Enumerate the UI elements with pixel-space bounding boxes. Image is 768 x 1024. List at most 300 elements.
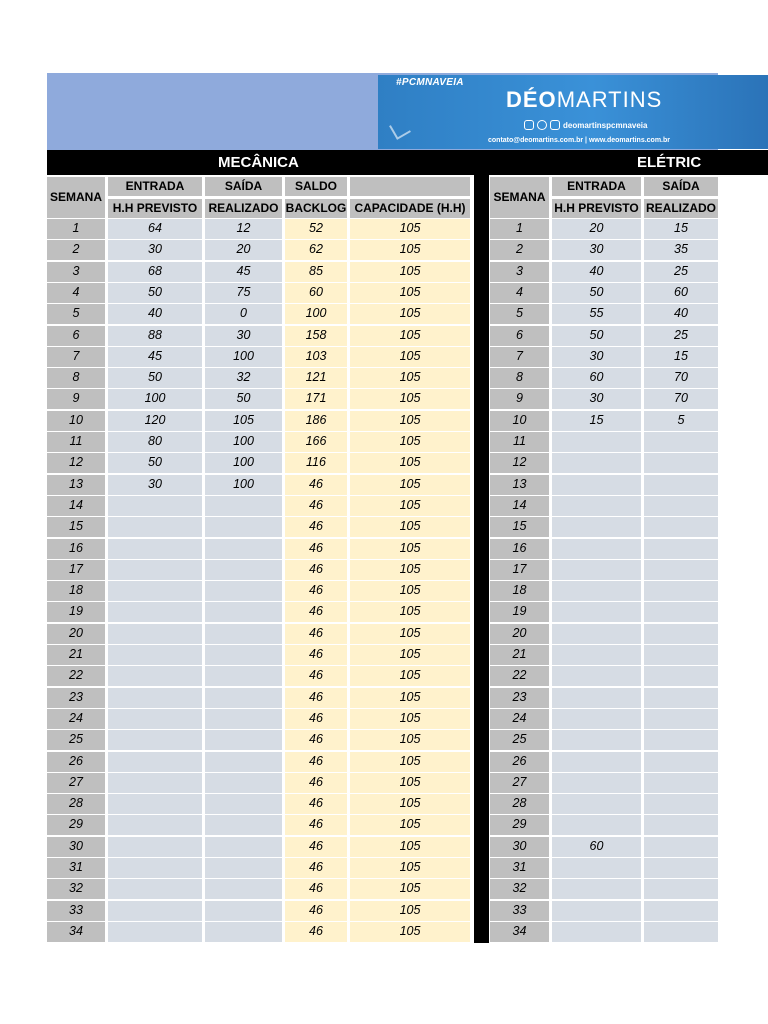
eletrica-cell-entrada xyxy=(552,794,641,814)
eletrica-cell-entrada xyxy=(552,475,641,495)
eletrica-cell-entrada xyxy=(552,645,641,665)
eletrica-cell-saida xyxy=(644,496,718,516)
eletrica-cell-saida: 40 xyxy=(644,304,718,324)
mecanica-cell-entrada xyxy=(108,688,202,708)
eletrica-cell-semana: 9 xyxy=(490,389,549,409)
mecanica-cell-semana: 16 xyxy=(47,539,105,559)
eletrica-cell-saida xyxy=(644,666,718,686)
eletrica-cell-entrada xyxy=(552,752,641,772)
eletrica-cell-saida xyxy=(644,922,718,942)
mecanica-cell-saida xyxy=(205,922,282,942)
eletrica-title-bar xyxy=(474,150,768,175)
mecanica-cell-semana: 29 xyxy=(47,815,105,835)
mecanica-cell-semana: 15 xyxy=(47,517,105,537)
mecanica-cell-semana: 20 xyxy=(47,624,105,644)
eletrica-cell-semana: 12 xyxy=(490,453,549,473)
mecanica-cell-saida xyxy=(205,879,282,899)
eletrica-cell-semana: 27 xyxy=(490,773,549,793)
mecanica-title: MECÂNICA xyxy=(218,154,299,171)
mecanica-cell-entrada xyxy=(108,858,202,878)
eletrica-cell-saida xyxy=(644,581,718,601)
eletrica-cell-saida xyxy=(644,624,718,644)
eletrica-cell-semana: 6 xyxy=(490,326,549,346)
eletrica-cell-saida xyxy=(644,517,718,537)
mecanica-cell-capacidade: 105 xyxy=(350,326,470,346)
eletrica-cell-entrada xyxy=(552,539,641,559)
mecanica-cell-saldo: 52 xyxy=(285,219,347,239)
mecanica-cell-entrada: 50 xyxy=(108,368,202,388)
mecanica-cell-capacidade: 105 xyxy=(350,688,470,708)
mecanica-cell-saida xyxy=(205,901,282,921)
mecanica-cell-semana: 26 xyxy=(47,752,105,772)
mecanica-cell-semana: 25 xyxy=(47,730,105,750)
mecanica-cell-saldo: 46 xyxy=(285,815,347,835)
eletrica-title: ELÉTRIC xyxy=(637,154,702,171)
mecanica-cell-capacidade: 105 xyxy=(350,837,470,857)
eletrica-cell-semana: 2 xyxy=(490,240,549,260)
mecanica-cell-saida xyxy=(205,688,282,708)
mecanica-cell-saldo: 46 xyxy=(285,517,347,537)
mecanica-cell-saida: 32 xyxy=(205,368,282,388)
mecanica-cell-saida: 75 xyxy=(205,283,282,303)
eletrica-cell-semana: 25 xyxy=(490,730,549,750)
mecanica-cell-saida xyxy=(205,858,282,878)
mecanica-cell-saldo: 46 xyxy=(285,901,347,921)
eletrica-cell-semana: 26 xyxy=(490,752,549,772)
mecanica-cell-semana: 22 xyxy=(47,666,105,686)
eletrica-cell-entrada: 15 xyxy=(552,411,641,431)
mecanica-cell-entrada: 64 xyxy=(108,219,202,239)
eletrica-cell-entrada: 30 xyxy=(552,347,641,367)
eletrica-cell-entrada xyxy=(552,901,641,921)
eletrica-cell-semana: 34 xyxy=(490,922,549,942)
eletrica-cell-entrada: 60 xyxy=(552,368,641,388)
eletrica-cell-saida: 60 xyxy=(644,283,718,303)
mecanica-cell-saldo: 158 xyxy=(285,326,347,346)
youtube-icon[interactable] xyxy=(550,120,560,130)
tool-icon xyxy=(389,118,411,140)
mecanica-cell-semana: 10 xyxy=(47,411,105,431)
eletrica-cell-semana: 8 xyxy=(490,368,549,388)
mecanica-cell-saida xyxy=(205,666,282,686)
eletrica-cell-semana: 31 xyxy=(490,858,549,878)
mecanica-cell-semana: 8 xyxy=(47,368,105,388)
mecanica-header-realizado: REALIZADO xyxy=(205,199,282,218)
mecanica-cell-capacidade: 105 xyxy=(350,496,470,516)
mecanica-cell-capacidade: 105 xyxy=(350,240,470,260)
eletrica-cell-entrada: 30 xyxy=(552,389,641,409)
mecanica-cell-saida: 12 xyxy=(205,219,282,239)
eletrica-cell-entrada xyxy=(552,815,641,835)
mecanica-header-capacidade: CAPACIDADE (H.H) xyxy=(350,199,470,218)
eletrica-cell-saida xyxy=(644,858,718,878)
eletrica-cell-entrada xyxy=(552,688,641,708)
mecanica-cell-saldo: 46 xyxy=(285,496,347,516)
eletrica-cell-semana: 7 xyxy=(490,347,549,367)
eletrica-cell-saida xyxy=(644,879,718,899)
eletrica-cell-saida xyxy=(644,453,718,473)
mecanica-cell-saida xyxy=(205,517,282,537)
mecanica-cell-saida xyxy=(205,794,282,814)
mecanica-cell-saldo: 166 xyxy=(285,432,347,452)
mecanica-cell-saldo: 46 xyxy=(285,581,347,601)
mecanica-cell-capacidade: 105 xyxy=(350,901,470,921)
mecanica-cell-saida xyxy=(205,773,282,793)
mecanica-header-hh-previsto: H.H PREVISTO xyxy=(108,199,202,218)
mecanica-cell-entrada: 120 xyxy=(108,411,202,431)
mecanica-cell-saida xyxy=(205,624,282,644)
mecanica-cell-semana: 24 xyxy=(47,709,105,729)
eletrica-cell-semana: 20 xyxy=(490,624,549,644)
mecanica-cell-capacidade: 105 xyxy=(350,304,470,324)
eletrica-cell-saida xyxy=(644,688,718,708)
eletrica-cell-semana: 23 xyxy=(490,688,549,708)
mecanica-cell-saida xyxy=(205,581,282,601)
mecanica-cell-saldo: 85 xyxy=(285,262,347,282)
eletrica-cell-saida xyxy=(644,602,718,622)
mecanica-cell-semana: 31 xyxy=(47,858,105,878)
eletrica-cell-semana: 18 xyxy=(490,581,549,601)
mecanica-cell-saldo: 46 xyxy=(285,709,347,729)
eletrica-cell-semana: 13 xyxy=(490,475,549,495)
mecanica-cell-saida: 20 xyxy=(205,240,282,260)
hashtag-text: #PCMNAVEIA xyxy=(396,77,464,88)
eletrica-cell-semana: 32 xyxy=(490,879,549,899)
eletrica-cell-semana: 14 xyxy=(490,496,549,516)
mecanica-cell-capacidade: 105 xyxy=(350,666,470,686)
eletrica-cell-saida: 15 xyxy=(644,219,718,239)
eletrica-cell-entrada xyxy=(552,496,641,516)
eletrica-cell-saida: 25 xyxy=(644,326,718,346)
mecanica-cell-saldo: 46 xyxy=(285,879,347,899)
mecanica-cell-saldo: 46 xyxy=(285,688,347,708)
mecanica-cell-capacidade: 105 xyxy=(350,645,470,665)
mecanica-cell-entrada xyxy=(108,815,202,835)
eletrica-cell-saida: 15 xyxy=(644,347,718,367)
mecanica-cell-saldo: 62 xyxy=(285,240,347,260)
eletrica-cell-saida xyxy=(644,773,718,793)
mecanica-cell-semana: 7 xyxy=(47,347,105,367)
eletrica-cell-semana: 3 xyxy=(490,262,549,282)
eletrica-cell-semana: 5 xyxy=(490,304,549,324)
mecanica-cell-entrada xyxy=(108,666,202,686)
mecanica-cell-semana: 9 xyxy=(47,389,105,409)
mecanica-cell-semana: 27 xyxy=(47,773,105,793)
eletrica-header-entrada: ENTRADA xyxy=(552,177,641,196)
mecanica-cell-capacidade: 105 xyxy=(350,858,470,878)
mecanica-cell-saida: 100 xyxy=(205,432,282,452)
mecanica-cell-entrada xyxy=(108,560,202,580)
mecanica-cell-saldo: 46 xyxy=(285,837,347,857)
mecanica-header-semana: SEMANA xyxy=(47,177,105,218)
mecanica-cell-semana: 4 xyxy=(47,283,105,303)
mecanica-cell-saldo: 46 xyxy=(285,602,347,622)
mecanica-cell-saldo: 116 xyxy=(285,453,347,473)
mecanica-cell-semana: 23 xyxy=(47,688,105,708)
mecanica-cell-entrada: 88 xyxy=(108,326,202,346)
brand-logo: DÉOMARTINS xyxy=(506,87,663,112)
eletrica-cell-semana: 28 xyxy=(490,794,549,814)
eletrica-cell-saida: 35 xyxy=(644,240,718,260)
mecanica-cell-entrada xyxy=(108,837,202,857)
eletrica-cell-saida xyxy=(644,794,718,814)
eletrica-cell-saida xyxy=(644,837,718,857)
eletrica-cell-semana: 29 xyxy=(490,815,549,835)
eletrica-cell-entrada xyxy=(552,453,641,473)
mecanica-cell-capacidade: 105 xyxy=(350,283,470,303)
mecanica-cell-entrada xyxy=(108,730,202,750)
mecanica-cell-saida: 30 xyxy=(205,326,282,346)
eletrica-header-semana: SEMANA xyxy=(490,177,549,218)
eletrica-cell-saida: 25 xyxy=(644,262,718,282)
eletrica-cell-entrada: 55 xyxy=(552,304,641,324)
mecanica-cell-capacidade: 105 xyxy=(350,219,470,239)
mecanica-cell-saldo: 46 xyxy=(285,752,347,772)
mecanica-cell-semana: 21 xyxy=(47,645,105,665)
mecanica-cell-saida: 100 xyxy=(205,475,282,495)
eletrica-cell-entrada xyxy=(552,581,641,601)
mecanica-cell-capacidade: 105 xyxy=(350,453,470,473)
eletrica-cell-semana: 10 xyxy=(490,411,549,431)
eletrica-cell-saida xyxy=(644,901,718,921)
eletrica-cell-saida xyxy=(644,752,718,772)
eletrica-cell-entrada: 50 xyxy=(552,283,641,303)
mecanica-cell-semana: 1 xyxy=(47,219,105,239)
mecanica-cell-entrada xyxy=(108,581,202,601)
mecanica-cell-capacidade: 105 xyxy=(350,752,470,772)
mecanica-cell-saldo: 46 xyxy=(285,794,347,814)
mecanica-cell-saldo: 46 xyxy=(285,730,347,750)
mecanica-cell-capacidade: 105 xyxy=(350,517,470,537)
mecanica-cell-saida xyxy=(205,539,282,559)
eletrica-cell-semana: 19 xyxy=(490,602,549,622)
eletrica-cell-entrada: 50 xyxy=(552,326,641,346)
mecanica-cell-saida: 100 xyxy=(205,453,282,473)
eletrica-cell-entrada xyxy=(552,858,641,878)
mecanica-cell-saida xyxy=(205,560,282,580)
eletrica-cell-entrada xyxy=(552,709,641,729)
eletrica-cell-semana: 1 xyxy=(490,219,549,239)
eletrica-cell-semana: 24 xyxy=(490,709,549,729)
mecanica-cell-saida: 0 xyxy=(205,304,282,324)
social-links xyxy=(524,120,647,130)
mecanica-cell-semana: 6 xyxy=(47,326,105,346)
eletrica-cell-entrada xyxy=(552,624,641,644)
eletrica-cell-entrada: 20 xyxy=(552,219,641,239)
mecanica-cell-capacidade: 105 xyxy=(350,624,470,644)
mecanica-cell-semana: 17 xyxy=(47,560,105,580)
eletrica-cell-saida xyxy=(644,475,718,495)
mecanica-cell-semana: 13 xyxy=(47,475,105,495)
mecanica-cell-entrada xyxy=(108,539,202,559)
mecanica-cell-semana: 14 xyxy=(47,496,105,516)
eletrica-cell-semana: 4 xyxy=(490,283,549,303)
mecanica-header-capacidade-top xyxy=(350,177,470,196)
eletrica-cell-entrada xyxy=(552,773,641,793)
mecanica-cell-semana: 28 xyxy=(47,794,105,814)
mecanica-cell-semana: 11 xyxy=(47,432,105,452)
eletrica-cell-semana: 16 xyxy=(490,539,549,559)
eletrica-cell-saida xyxy=(644,560,718,580)
mecanica-cell-saida: 100 xyxy=(205,347,282,367)
eletrica-cell-entrada: 60 xyxy=(552,837,641,857)
eletrica-cell-semana: 22 xyxy=(490,666,549,686)
mecanica-cell-saldo: 60 xyxy=(285,283,347,303)
eletrica-cell-entrada xyxy=(552,560,641,580)
eletrica-cell-entrada xyxy=(552,432,641,452)
mecanica-cell-saldo: 121 xyxy=(285,368,347,388)
mecanica-cell-saldo: 46 xyxy=(285,475,347,495)
mecanica-cell-semana: 30 xyxy=(47,837,105,857)
mecanica-cell-entrada: 30 xyxy=(108,240,202,260)
mecanica-cell-capacidade: 105 xyxy=(350,368,470,388)
eletrica-cell-saida xyxy=(644,730,718,750)
eletrica-cell-entrada xyxy=(552,602,641,622)
contact-line: contato@deomartins.com.br | www.deomartins.com.br xyxy=(488,137,670,144)
mecanica-cell-capacidade: 105 xyxy=(350,730,470,750)
mecanica-cell-capacidade: 105 xyxy=(350,581,470,601)
mecanica-cell-capacidade: 105 xyxy=(350,389,470,409)
mecanica-cell-entrada: 30 xyxy=(108,475,202,495)
eletrica-cell-saida: 5 xyxy=(644,411,718,431)
mecanica-cell-semana: 19 xyxy=(47,602,105,622)
mecanica-cell-saldo: 46 xyxy=(285,666,347,686)
mecanica-cell-entrada: 100 xyxy=(108,389,202,409)
eletrica-cell-saida xyxy=(644,815,718,835)
mecanica-cell-semana: 3 xyxy=(47,262,105,282)
mecanica-cell-semana: 18 xyxy=(47,581,105,601)
eletrica-cell-entrada xyxy=(552,922,641,942)
mecanica-cell-saida: 50 xyxy=(205,389,282,409)
mecanica-cell-capacidade: 105 xyxy=(350,773,470,793)
mecanica-cell-saida xyxy=(205,645,282,665)
mecanica-cell-semana: 2 xyxy=(47,240,105,260)
mecanica-cell-saida xyxy=(205,752,282,772)
mecanica-cell-entrada: 50 xyxy=(108,453,202,473)
mecanica-cell-entrada xyxy=(108,645,202,665)
mecanica-cell-saldo: 46 xyxy=(285,858,347,878)
mecanica-cell-saldo: 46 xyxy=(285,922,347,942)
mecanica-cell-saldo: 100 xyxy=(285,304,347,324)
mecanica-cell-capacidade: 105 xyxy=(350,815,470,835)
mecanica-cell-saldo: 46 xyxy=(285,560,347,580)
eletrica-cell-saida xyxy=(644,432,718,452)
mecanica-cell-entrada xyxy=(108,602,202,622)
mecanica-cell-capacidade: 105 xyxy=(350,432,470,452)
eletrica-cell-saida xyxy=(644,645,718,665)
mecanica-cell-saida: 45 xyxy=(205,262,282,282)
mecanica-cell-saida xyxy=(205,602,282,622)
mecanica-cell-saldo: 46 xyxy=(285,773,347,793)
mecanica-cell-capacidade: 105 xyxy=(350,411,470,431)
mecanica-cell-entrada: 45 xyxy=(108,347,202,367)
eletrica-cell-saida: 70 xyxy=(644,368,718,388)
mecanica-cell-capacidade: 105 xyxy=(350,262,470,282)
mecanica-cell-capacidade: 105 xyxy=(350,560,470,580)
mecanica-header-backlog: BACKLOG xyxy=(285,199,347,218)
mecanica-cell-entrada xyxy=(108,752,202,772)
mecanica-cell-saida: 105 xyxy=(205,411,282,431)
eletrica-cell-saida xyxy=(644,539,718,559)
eletrica-cell-semana: 11 xyxy=(490,432,549,452)
mecanica-cell-saldo: 46 xyxy=(285,645,347,665)
mecanica-cell-capacidade: 105 xyxy=(350,602,470,622)
section-divider xyxy=(474,175,489,943)
mecanica-cell-entrada: 80 xyxy=(108,432,202,452)
eletrica-header-saida: SAÍDA xyxy=(644,177,718,196)
mecanica-cell-entrada xyxy=(108,922,202,942)
mecanica-title-bar xyxy=(47,150,474,175)
mecanica-cell-semana: 12 xyxy=(47,453,105,473)
mecanica-cell-saida xyxy=(205,837,282,857)
mecanica-cell-capacidade: 105 xyxy=(350,475,470,495)
mecanica-cell-semana: 34 xyxy=(47,922,105,942)
mecanica-cell-capacidade: 105 xyxy=(350,539,470,559)
mecanica-cell-capacidade: 105 xyxy=(350,879,470,899)
eletrica-cell-saida xyxy=(644,709,718,729)
mecanica-cell-semana: 33 xyxy=(47,901,105,921)
eletrica-cell-semana: 33 xyxy=(490,901,549,921)
eletrica-cell-entrada xyxy=(552,666,641,686)
mecanica-cell-semana: 32 xyxy=(47,879,105,899)
eletrica-cell-entrada xyxy=(552,517,641,537)
eletrica-cell-entrada xyxy=(552,879,641,899)
eletrica-cell-semana: 21 xyxy=(490,645,549,665)
mecanica-cell-saldo: 171 xyxy=(285,389,347,409)
eletrica-cell-semana: 15 xyxy=(490,517,549,537)
mecanica-cell-entrada xyxy=(108,496,202,516)
mecanica-cell-entrada xyxy=(108,901,202,921)
instagram-icon[interactable] xyxy=(537,120,547,130)
mecanica-cell-entrada xyxy=(108,624,202,644)
mecanica-cell-saldo: 103 xyxy=(285,347,347,367)
eletrica-cell-entrada: 30 xyxy=(552,240,641,260)
mecanica-header-saldo: SALDO xyxy=(285,177,347,196)
mecanica-cell-saldo: 46 xyxy=(285,624,347,644)
mecanica-header-entrada: ENTRADA xyxy=(108,177,202,196)
brand-logo-banner xyxy=(378,75,768,149)
eletrica-cell-semana: 17 xyxy=(490,560,549,580)
mecanica-cell-entrada xyxy=(108,879,202,899)
social-handle: deomartinspcmnaveia xyxy=(563,120,648,130)
mecanica-cell-capacidade: 105 xyxy=(350,709,470,729)
mecanica-cell-entrada xyxy=(108,517,202,537)
mecanica-cell-entrada xyxy=(108,709,202,729)
mecanica-cell-saldo: 186 xyxy=(285,411,347,431)
mecanica-cell-saida xyxy=(205,709,282,729)
mecanica-cell-semana: 5 xyxy=(47,304,105,324)
mecanica-cell-entrada: 50 xyxy=(108,283,202,303)
eletrica-cell-entrada: 40 xyxy=(552,262,641,282)
eletrica-header-hh-previsto: H.H PREVISTO xyxy=(552,199,641,218)
eletrica-header-realizado: REALIZADO xyxy=(644,199,718,218)
mecanica-cell-saida xyxy=(205,730,282,750)
mecanica-cell-saida xyxy=(205,815,282,835)
mecanica-cell-capacidade: 105 xyxy=(350,922,470,942)
mecanica-cell-entrada xyxy=(108,794,202,814)
mecanica-cell-saida xyxy=(205,496,282,516)
eletrica-cell-saida: 70 xyxy=(644,389,718,409)
mecanica-cell-capacidade: 105 xyxy=(350,347,470,367)
eletrica-cell-entrada xyxy=(552,730,641,750)
mecanica-cell-entrada: 68 xyxy=(108,262,202,282)
facebook-icon[interactable] xyxy=(524,120,534,130)
mecanica-cell-saldo: 46 xyxy=(285,539,347,559)
mecanica-cell-entrada xyxy=(108,773,202,793)
mecanica-header-saida: SAÍDA xyxy=(205,177,282,196)
mecanica-cell-capacidade: 105 xyxy=(350,794,470,814)
mecanica-cell-entrada: 40 xyxy=(108,304,202,324)
